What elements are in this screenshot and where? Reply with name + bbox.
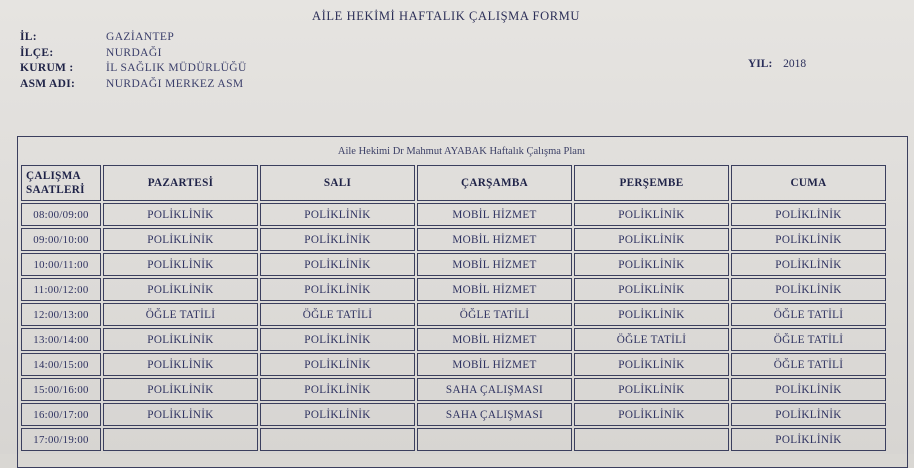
schedule-cell: MOBİL HİZMET: [417, 353, 572, 376]
time-cell: 11:00/12:00: [21, 278, 101, 301]
table-row: [21, 303, 886, 326]
table-row: [21, 378, 886, 401]
schedule-cell: ÖĞLE TATİLİ: [103, 303, 258, 326]
schedule-cell: POLİKLİNİK: [260, 253, 415, 276]
schedule-cell: ÖĞLE TATİLİ: [260, 303, 415, 326]
time-cell: 10:00/11:00: [21, 253, 101, 276]
schedule-cell: SAHA ÇALIŞMASI: [417, 403, 572, 426]
schedule-cell: MOBİL HİZMET: [417, 278, 572, 301]
schedule-cell: POLİKLİNİK: [260, 328, 415, 351]
schedule-cell: POLİKLİNİK: [103, 278, 258, 301]
time-cell: 13:00/14:00: [21, 328, 101, 351]
field-value: NURDAĞI: [106, 46, 162, 59]
year-value: 2018: [783, 58, 807, 70]
schedule-cell: POLİKLİNİK: [260, 403, 415, 426]
header-cell-thursday: PERŞEMBE: [574, 165, 729, 201]
header-row: [21, 165, 886, 201]
schedule-cell: ÖĞLE TATİLİ: [731, 353, 886, 376]
table-row: [21, 353, 886, 376]
schedule-cell: ÖĞLE TATİLİ: [731, 328, 886, 351]
schedule-cell: SAHA ÇALIŞMASI: [417, 378, 572, 401]
header-cell-monday: PAZARTESİ: [103, 165, 258, 201]
schedule-cell: MOBİL HİZMET: [417, 203, 572, 226]
form-fields: [20, 30, 247, 92]
schedule-cell: POLİKLİNİK: [103, 203, 258, 226]
field-label: İLÇE:: [20, 46, 54, 59]
schedule-cell: POLİKLİNİK: [103, 378, 258, 401]
field-label: KURUM :: [20, 62, 74, 74]
time-cell: 16:00/17:00: [21, 403, 101, 426]
schedule-cell: POLİKLİNİK: [731, 278, 886, 301]
schedule-cell: POLİKLİNİK: [574, 378, 729, 401]
schedule-cell: POLİKLİNİK: [574, 253, 729, 276]
schedule-cell: POLİKLİNİK: [103, 253, 258, 276]
schedule-cell: [574, 428, 729, 451]
year-field: [748, 58, 806, 70]
time-cell: 08:00/09:00: [21, 203, 101, 226]
table-row: [21, 278, 886, 301]
time-cell: 12:00/13:00: [21, 303, 101, 326]
schedule-cell: [417, 428, 572, 451]
time-cell: 17:00/19:00: [21, 428, 101, 451]
schedule-cell: POLİKLİNİK: [260, 353, 415, 376]
schedule-cell: POLİKLİNİK: [260, 203, 415, 226]
schedule-cell: POLİKLİNİK: [731, 203, 886, 226]
schedule-cell: POLİKLİNİK: [103, 328, 258, 351]
field-value: GAZİANTEP: [106, 31, 175, 43]
form-title: AİLE HEKİMİ HAFTALIK ÇALIŞMA FORMU: [312, 9, 581, 23]
field-row-il: [20, 30, 247, 46]
schedule-cell: POLİKLİNİK: [574, 278, 729, 301]
header-cell-wednesday: ÇARŞAMBA: [417, 165, 572, 201]
schedule-cell: POLİKLİNİK: [260, 378, 415, 401]
time-cell: 14:00/15:00: [21, 353, 101, 376]
schedule-cell: POLİKLİNİK: [574, 403, 729, 426]
header-hours-line1: ÇALIŞMA: [26, 170, 81, 182]
field-label: ASM ADI:: [20, 77, 76, 90]
field-row-kurum: [20, 61, 247, 77]
header-cell-friday: CUMA: [731, 165, 886, 201]
schedule-cell: POLİKLİNİK: [731, 403, 886, 426]
table-row: [21, 253, 886, 276]
schedule-cell: ÖĞLE TATİLİ: [417, 303, 572, 326]
schedule-cell: [260, 428, 415, 451]
schedule-cell: POLİKLİNİK: [574, 228, 729, 251]
schedule-caption: Aile Hekimi Dr Mahmut AYABAK Haftalık Çalışma Planı: [337, 146, 586, 157]
header-cell-hours: [21, 165, 101, 201]
field-value: İL SAĞLIK MÜDÜRLÜĞÜ: [106, 62, 247, 74]
header-hours-line2: SAATLERİ: [26, 184, 85, 196]
table-row: [21, 403, 886, 426]
time-cell: 15:00/16:00: [21, 378, 101, 401]
schedule-cell: POLİKLİNİK: [731, 378, 886, 401]
header-cell-tuesday: SALI: [260, 165, 415, 201]
time-cell: 09:00/10:00: [21, 228, 101, 251]
schedule-table: [19, 163, 888, 453]
schedule-cell: POLİKLİNİK: [731, 253, 886, 276]
schedule-cell: POLİKLİNİK: [731, 228, 886, 251]
field-value: NURDAĞI MERKEZ ASM: [106, 77, 244, 90]
schedule-cell: ÖĞLE TATİLİ: [574, 328, 729, 351]
field-label: İL:: [20, 31, 37, 43]
schedule-cell: POLİKLİNİK: [574, 353, 729, 376]
schedule-cell: MOBİL HİZMET: [417, 328, 572, 351]
year-label: YIL:: [748, 58, 773, 70]
table-row: [21, 328, 886, 351]
schedule-cell: POLİKLİNİK: [260, 278, 415, 301]
schedule-cell: POLİKLİNİK: [103, 353, 258, 376]
table-row: [21, 228, 886, 251]
schedule-cell: POLİKLİNİK: [574, 203, 729, 226]
table-row: [21, 203, 886, 226]
field-row-asm: [20, 77, 247, 93]
table-row: [21, 428, 886, 451]
schedule-cell: MOBİL HİZMET: [417, 228, 572, 251]
schedule-cell: ÖĞLE TATİLİ: [731, 303, 886, 326]
schedule-cell: POLİKLİNİK: [731, 428, 886, 451]
schedule-cell: MOBİL HİZMET: [417, 253, 572, 276]
schedule-cell: POLİKLİNİK: [103, 403, 258, 426]
schedule-cell: POLİKLİNİK: [103, 228, 258, 251]
schedule-cell: POLİKLİNİK: [260, 228, 415, 251]
schedule-cell: [103, 428, 258, 451]
field-row-ilce: [20, 46, 247, 62]
schedule-cell: POLİKLİNİK: [574, 303, 729, 326]
